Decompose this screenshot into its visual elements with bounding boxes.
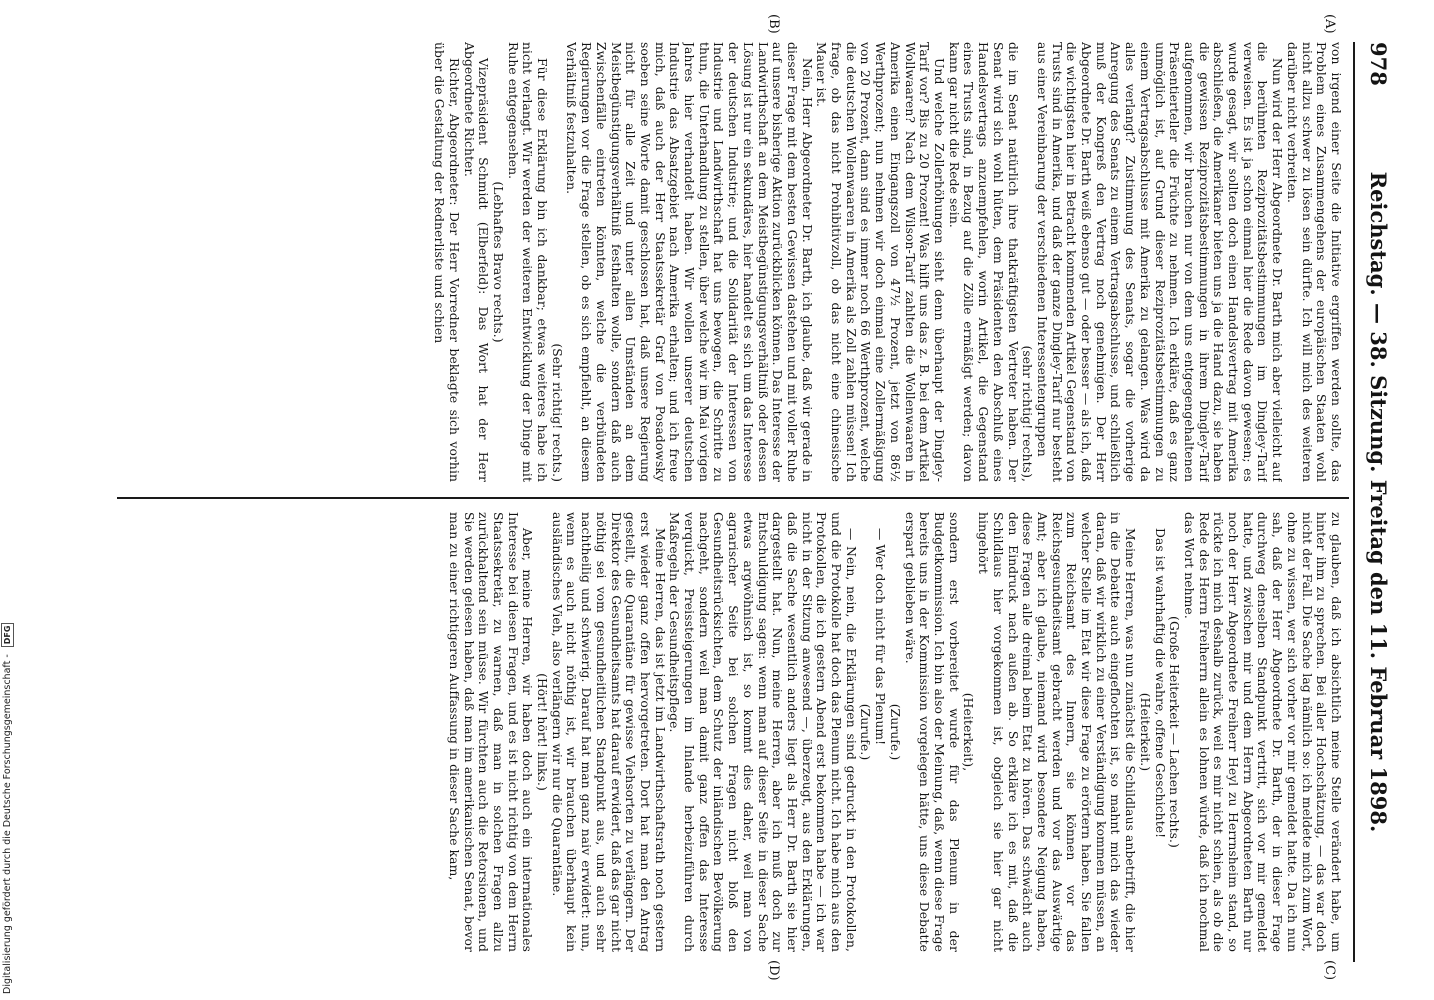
paragraph: Meine Herren, das ist jetzt im Landwirthschaftsrath noch gestern erst wieder ganz offen hervorgetreten. Dort hat man den Antrag gestellt, die Quarantäne für gewisse Viehsorten zu verlängern. Der Direktor des Gesundheitsamts hat darauf erwidert, daß das gar nicht nöthig sei vom gesundheitlichen Standpunkt aus, und auch sehr nachtheilig und schwierig. Darauf hat man ganz naiv erwidert: nun, wenn es auch nicht nöthig ist, wir brauchen überhaupt kein ausländisches Vieh, also verlängern wir nur die Quarantäne.: [549, 512, 667, 952]
paragraph: sondern erst vorbereitet wurde für das Plenum in der Budgetkommission. Ich bin also der Meinung, daß, wenn diese Frage bereits uns in der Kommission vorgelegen hätte, uns diese Debatte erspart geblieben wäre.: [902, 512, 961, 952]
right-text-column: [117, 512, 1343, 952]
page-title: Reichstag. — 38. Sitzung. Freitag den 11. Februar 1898.: [1366, 171, 1391, 833]
column-divider: [117, 497, 1349, 499]
speaker-paragraph: Richter, Abgeordneter: Der Herr Vorredner beklagte sich vorhin über die Gestaltung der Rednerliste und schien: [432, 42, 461, 482]
paragraph: zu glauben, daß ich absichtlich meine Stelle verändert habe, um hinter ihm zu sprechen. Bei aller Hochschätzung, — das war doch nicht der Fall. Die Sache lag nämlich so: ich meldete mich zum Wort, ohne zu wissen, wer sich vorher vor mir gemeldet hatte. Da ich nun sah, daß der Herr Abgeordnete Dr. Barth, der in dieser Frage durchweg denselben Standpunkt vertritt, sich vor mir gemeldet hatte, und zwischen mir und dem Herrn Abgeordneten Barth nur noch der Herr Abgeordnete Freiherr Heyl zu Herrnsheim stand, so rückte ich mich deshalb zurück, weil es mir nicht schien, als ob die Rede des Herrn Freiherrn allein es lohnen würde, daß ich nochmal das Wort nehme.: [1181, 512, 1343, 952]
header-rule: [1353, 42, 1355, 962]
interjection: (Zurufe.): [858, 703, 873, 761]
dfg-logo: DFG: [1, 623, 14, 648]
paragraph: von irgend einer Seite die Initiative ergriffen werden sollte, das Problem eines Zusammengehens der europäischen Staaten wohl nicht allzu schwer zu lösen sein dürfte. Ich will mich des weiteren darüber nicht verbreiten.: [1284, 42, 1343, 482]
page-number: 978: [1366, 42, 1391, 86]
interjection: (Sehr richtig! rechts.): [549, 343, 564, 482]
interjection: (Heiterkeit.): [1137, 692, 1152, 772]
paragraph: — Wer doch nicht für das Plenum!: [873, 528, 888, 746]
paragraph: die im Senat natürlich ihre thatkräftigsten Vertreter haben. Der Senat wird sich wohl hüten, dem Präsidenten den Abschluß eines Handelsvertrags anzuempfehlen, worin Artikel, die Gegenstand eines Trusts sind, in Bezug auf die Zölle ermäßigt werden; davon kann gar nicht die Rede sein.: [946, 42, 1020, 482]
interjection: (sehr richtig! rechts),: [1020, 345, 1035, 482]
margin-mark-c: (C): [1322, 960, 1337, 981]
digitization-note: [0, 0, 16, 1000]
paragraph: Nun wird der Herr Abgeordnete Dr. Barth mich aber vielleicht auf die berühmten Reziprozitätsbestimmungen im Dingley-Tarif verweisen. Es ist ja schon einmal hier die Rede davon gewesen; es wurde gesagt, wir sollten doch einen Handelsvertrag mit Amerika abschließen, die Amerikaner bieten uns ja die Hand dazu, sie haben die gewissen Reziprozitätsbestimmungen in ihrem Dingley-Tarif aufgenommen, wir brauchen nur von dem uns entgegengehaltenen Präsentierteller die Früchte zu nehmen. Ich erkläre, daß es ganz unmöglich ist, auf Grund dieser Reziprozitätsbestimmungen zu einem Vertragsabschlusse mit Amerika zu gelangen. Was wird da alles verlangt? Zustimmung des Senats, sogar die vorherige Anregung des Senats zu einem Vertragsabschlusse, und schließlich muß der Kongreß den Vertrag noch genehmigen. Der Herr Abgeordnete Dr. Barth weiß ebenso gut — oder besser — als ich, daß die wichtigsten hier in Betracht kommenden Artikel Gegenstand von Trusts sind in Amerika, und daß der ganze Dingley-Tarif nur besteht aus einer Vereinbarung der verschiedenen Interessentengruppen: [1034, 42, 1285, 482]
speaker-paragraph: Vizepräsident Schmidt (Elberfeld): Das Wort hat der Herr Abgeordnete Richter.: [461, 42, 491, 482]
scanned-page: [77, 0, 1417, 1000]
paragraph: Meine Herren, was nun zunächst die Schildlaus anbetrifft, die hier in die Debatte auch eingeflochten ist, so mahnt mich das wieder daran, daß wir wirklich zu einer Verständigung kommen müssen, an welcher Stelle im Etat wir diese Frage zu erörtern haben. Sie fallen zum Reichsamt des Innern, sie können vor das Reichsgesundheitsamt gebracht werden und vor das Auswärtige Amt; aber ich glaube, niemand wird besondere Neigung haben, diese Fragen alle dreimal beim Etat zu hören. Das schwächt auch den Eindruck nach außen ab. So erkläre ich es mit, daß die Schildlaus hier vorgekommen ist, obgleich sie hier gar nicht hingehört: [976, 512, 1138, 952]
margin-mark-a: (A): [1322, 14, 1337, 34]
digitization-note-text: Digitalisierung gefördert durch die Deutsche Forschungsgemeinschaft -: [2, 654, 13, 994]
interjection: (Große Heiterkeit — Lachen rechts.): [1167, 616, 1182, 848]
interjection: (Zurufe.): [887, 703, 902, 761]
paragraph: Und welche Zollerhöhungen sieht denn überhaupt der Dingley-Tarif vor? Bis zu 20 Prozent! Was hilft uns das z. B. bei dem Artikel Wollwaaren? Nach dem Wilson-Tarif zahlten die Wollenwaaren in Amerika einen Eingangszoll von 47½ Prozent, jetzt von 86½ Werthprozent; nun nehmen wir doch einmal eine Zollermäßigung von 20 Prozent, dann sind es immer noch 66 Werthprozent, welche die deutschen Wollenwaaren in Amerika als Zoll zahlen müssen! Ich frage, ob das nicht Prohibitivzoll, ob das nicht eine chinesische Mauer ist.: [814, 42, 947, 482]
margin-mark-d: (D): [766, 960, 781, 981]
running-head: [1361, 42, 1391, 962]
paragraph: Aber, meine Herren, wir haben doch auch ein internationales Interesse bei diesen Fragen, und es ist nicht richtig von dem Herrn Staatssekretär, zu warnen, daß man in solchen Fragen allzu zurückhaltend sein müsse. Wir fürchten auch die Retorsionen, und Sie werden gelesen haben, daß man im amerikanischen Senat, bevor man zu einer richtigeren Auffassung in dieser Sache kam,: [446, 512, 535, 952]
interjection: (Hört! hört! links.): [535, 673, 550, 791]
interjection: (Lebhaftes Bravo rechts.): [490, 181, 505, 343]
paragraph: — Nein, nein, die Erklärungen sind gedruckt in den Protokollen, und die Protokolle hat doch das Plenum nicht. Ich habe mich aus den Protokollen, die ich gestern Abend erst bekommen habe — ich war nicht in der Sitzung anwesend —, überzeugt, aus den Erklärungen, daß die Sache wesentlich anders liegt als Herr Dr. Barth sie hier dargestellt hat. Nun, meine Herren, aber ich muß doch zur Entschuldigung sagen: wenn man auf dieser Seite in dieser Sache etwas argwöhnisch ist, so kommt dies daher, weil man von agrarischer Seite bei solchen Fragen nicht bloß den Gesundheitsrücksichten, dem Schutz der inländischen Bevölkerung nachgeht, sondern weil man damit ganz offen das Interesse verquickt, Preissteigerungen im Inlande herbeizuführen durch Maßregeln der Gesundheitspflege.: [667, 512, 858, 952]
paragraph: Das ist wahrhaftig die wahre, offene Geschichte!: [1152, 528, 1167, 839]
paragraph: Für diese Erklärung bin ich dankbar; etwas weiteres habe ich nicht verlangt. Wir werden der weiteren Entwicklung der Dinge mit Ruhe entgegensehen.: [505, 42, 550, 482]
paragraph: Nein, Herr Abgeordneter Dr. Barth, ich glaube, daß wir gerade in dieser Frage mit dem besten Gewissen dastehen und mit voller Ruhe auf unsere bisherige Aktion zurückblicken können. Das Interesse der Landwirthschaft an dem Meistbegünstigungsverhältniß oder dessen Lösung ist nur ein sekundäres, hier handelt es sich um das Interesse der deutschen Industrie; und die Solidarität der Interessen von Industrie und Landwirthschaft hat uns bewogen, die Schritte zu thun, die Unterhandlung zu stellen, über welche wir im Mai vorigen Jahres hier verhandelt haben. Wir wollen unserer deutschen Industrie das Absatzgebiet nach Amerika erhalten; und ich freue mich, daß auch der Herr Staatssekretär Graf von Posadowsky soeben seine Worte damit geschlossen hat, daß unsere Regierung nicht für alle Zeit und unter allen Umständen an dem Meistbegünstigungsverhältniß festhalten wolle, sondern daß auch Zwischenfälle eintreten könnten, welche die verbündeten Regierungen vor die Frage stellen, ob es sich empfiehlt, an diesem Verhältniß festzuhalten.: [564, 42, 814, 482]
margin-mark-b: (B): [766, 14, 781, 34]
left-text-column: [117, 42, 1343, 482]
interjection: (Heiterkeit),: [961, 692, 976, 772]
